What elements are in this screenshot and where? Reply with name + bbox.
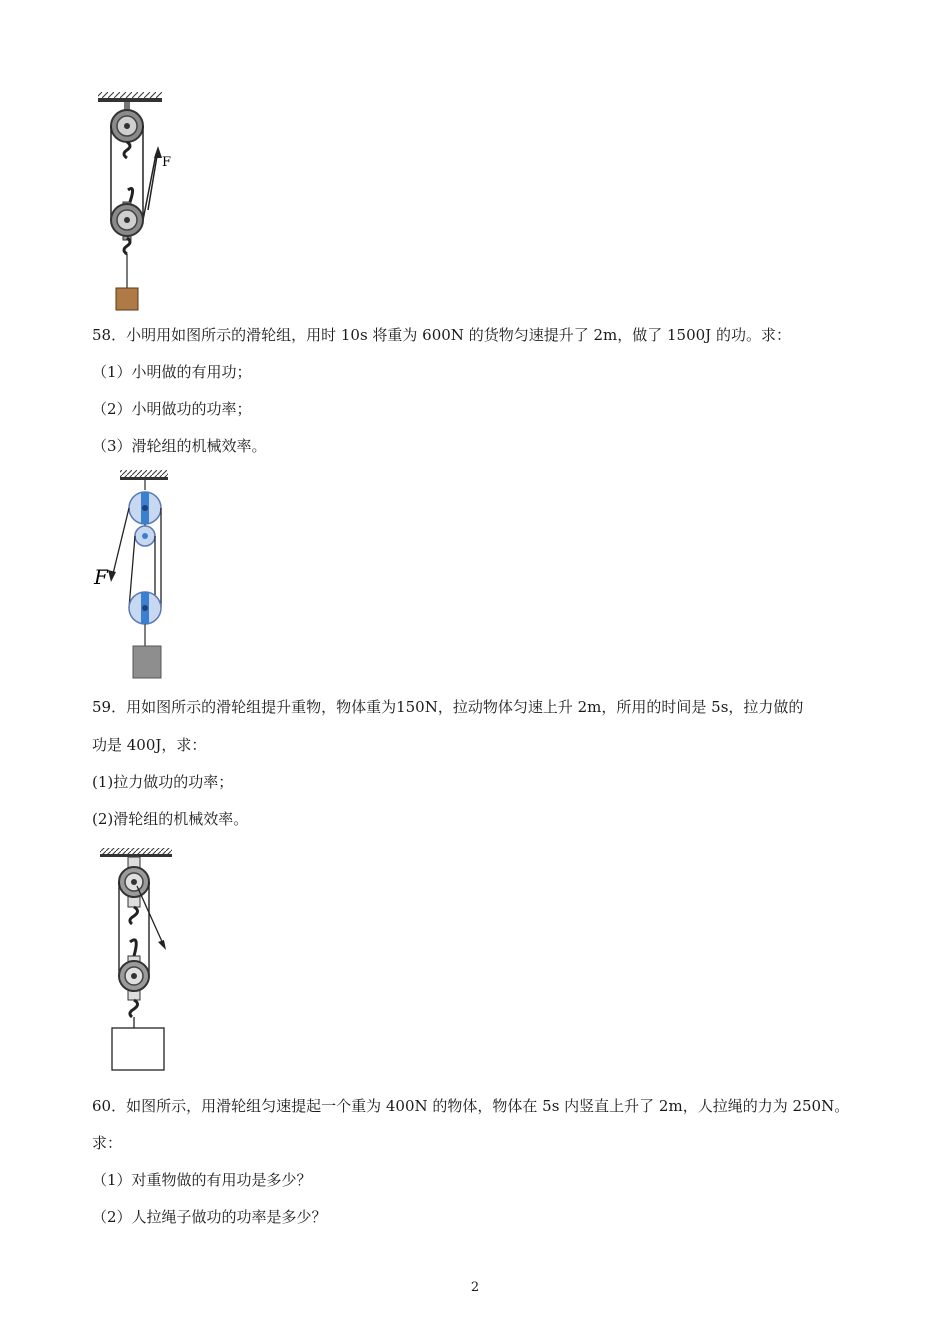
q59-item-2: (2)滑轮组的机械效率。 [92,810,249,828]
q59-stem-line-1: 59．用如图所示的滑轮组提升重物，物体重为150N，拉动物体匀速上升 2m，所用的时间是 5s，拉力做的 [92,698,804,716]
q60-stem-line-1: 60．如图所示，用滑轮组匀速提起一个重为 400N 的物体，物体在 5s 内竖直上升了 2m，人拉绳的力为 250N。 [92,1097,850,1115]
q58-item-2: （2）小明做功的功率； [92,400,252,418]
q58-item-3: （3）滑轮组的机械效率。 [92,437,267,455]
pulley-diagram-2 [92,470,182,680]
page-number: 2 [470,1280,480,1295]
q60-item-1: （1）对重物做的有用功是多少？ [92,1171,312,1189]
q59-stem-line-2: 功是 400J，求： [92,736,207,754]
force-label-f: F [162,155,172,170]
q59-item-1: (1)拉力做功的功率； [92,773,234,791]
pulley-diagram-1 [90,92,200,314]
q60-item-2: （2）人拉绳子做功的功率是多少？ [92,1208,327,1226]
q58-item-1: （1）小明做的有用功； [92,363,252,381]
force-label-f: F [94,565,108,589]
q60-stem-line-2: 求： [92,1134,123,1152]
q58-stem: 58．小明用如图所示的滑轮组，用时 10s 将重为 600N 的货物匀速提升了 2m，做了 1500J 的功。求： [92,326,791,344]
pulley-diagram-3 [96,846,186,1076]
